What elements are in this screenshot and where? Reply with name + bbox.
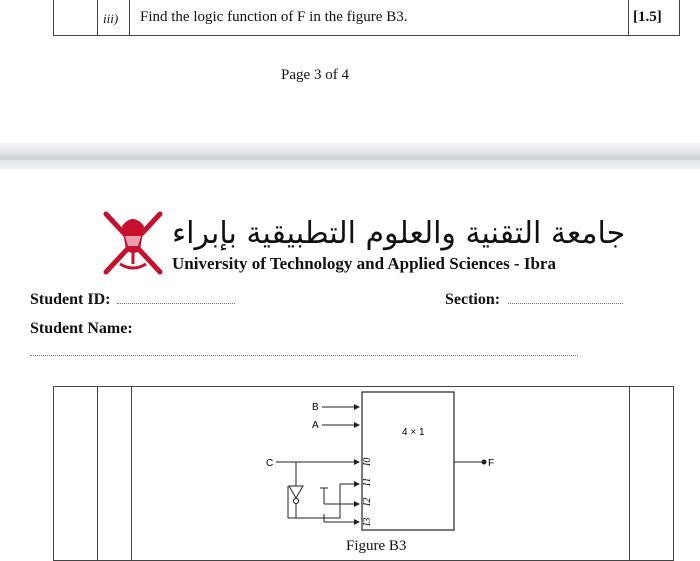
select-a-label: A <box>312 420 319 431</box>
university-name-arabic: جامعة التقنية والعلوم التطبيقية بإبراء <box>172 216 626 251</box>
page-indicator: Page 3 of 4 <box>281 67 349 83</box>
student-name-field[interactable] <box>30 355 578 356</box>
mux-circuit-diagram <box>240 386 530 536</box>
question-number: iii) <box>103 11 119 26</box>
select-b-label: B <box>312 402 319 413</box>
input-i1-label: I1 <box>362 477 373 486</box>
page-separator-line <box>0 156 700 160</box>
mux-block <box>362 392 454 530</box>
question-text: Find the logic function of F in the figure B3. <box>140 9 408 25</box>
university-name-english: University of Technology and Applied Sciences - Ibra <box>172 254 556 273</box>
input-i3-label: I3 <box>362 517 373 526</box>
figure-table-divider <box>131 386 132 561</box>
mux-label: 4 × 1 <box>402 427 425 438</box>
question-marks: [1.5] <box>633 9 662 25</box>
university-logo <box>100 206 166 278</box>
student-id-label: Student ID: <box>30 291 111 308</box>
input-c-label: C <box>266 458 274 469</box>
student-name-label: Student Name: <box>30 320 133 337</box>
figure-caption: Figure B3 <box>346 538 407 554</box>
figure-table-divider <box>97 386 98 561</box>
section-label: Section: <box>445 291 501 308</box>
section-field[interactable] <box>508 303 623 304</box>
question-table-cell <box>53 0 98 36</box>
output-f-label: F <box>488 458 495 469</box>
question-table-divider <box>628 0 629 36</box>
input-i0-label: I0 <box>362 457 373 466</box>
student-id-field[interactable] <box>117 303 235 304</box>
figure-table-divider <box>629 386 630 561</box>
input-i2-label: I2 <box>362 497 373 506</box>
